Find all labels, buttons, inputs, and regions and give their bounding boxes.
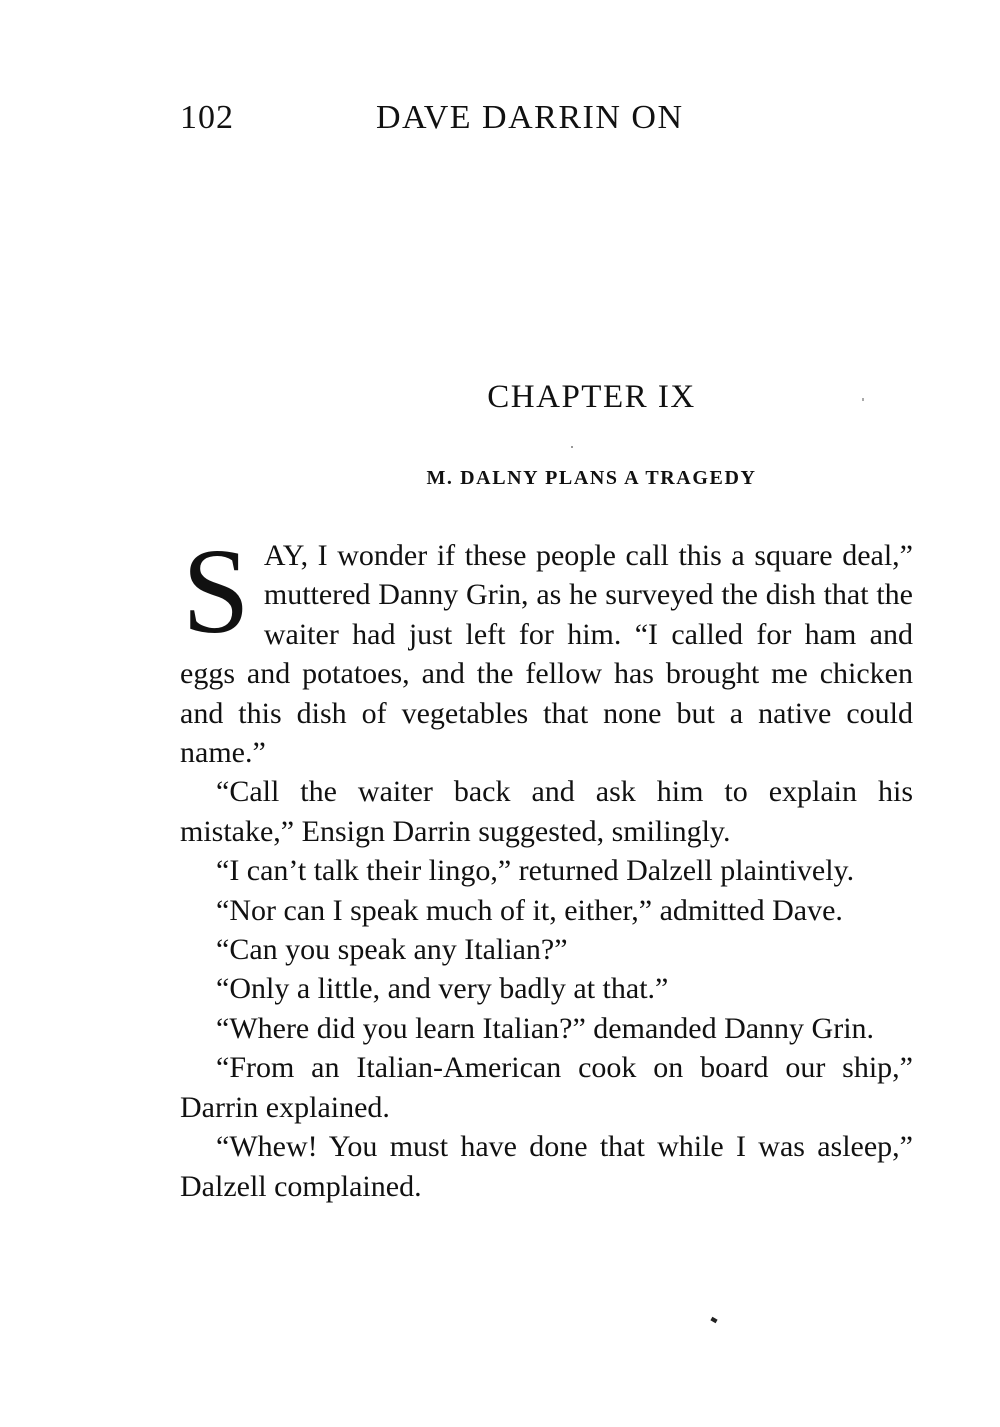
opening-text: AY, I wonder if these people call this a square deal,” muttered Danny Grin, as he surveyed the dish that the waiter had just left for him. “I called for ham and eggs and potatoes, and the fellow has brought me chicken and this dish of vegetables that none but a native could name.” [180, 539, 913, 770]
body-text [180, 524, 913, 1206]
paragraph: “Whew! You must have done that while I was asleep,” Dalzell complained. [180, 1130, 913, 1203]
ink-speck [571, 446, 573, 448]
paragraph: “Only a little, and very badly at that.” [216, 972, 669, 1006]
paragraph: “Nor can I speak much of it, either,” admitted Dave. [216, 893, 843, 927]
opening-paragraph [180, 524, 913, 772]
chapter-number: CHAPTER IX [487, 379, 696, 415]
ink-speck [710, 1317, 717, 1323]
paragraph: “Where did you learn Italian?” demanded Danny Grin. [216, 1011, 875, 1045]
running-title: DAVE DARRIN ON [376, 99, 684, 136]
page-number: 102 [180, 99, 234, 136]
running-head [180, 96, 720, 140]
paragraph: “Can you speak any Italian?” [216, 933, 568, 967]
paragraph: “From an Italian-American cook on board our ship,” Darrin explained. [180, 1051, 913, 1124]
paragraph: “Call the waiter back and ask him to explain his mistake,” Ensign Darrin suggested, smilingly. [180, 775, 913, 848]
drop-cap: S [182, 524, 250, 659]
chapter-title: M. DALNY PLANS A TRAGEDY [426, 467, 757, 489]
paragraph: “I can’t talk their lingo,” returned Dalzell plaintively. [216, 854, 855, 888]
ink-speck [862, 398, 864, 401]
